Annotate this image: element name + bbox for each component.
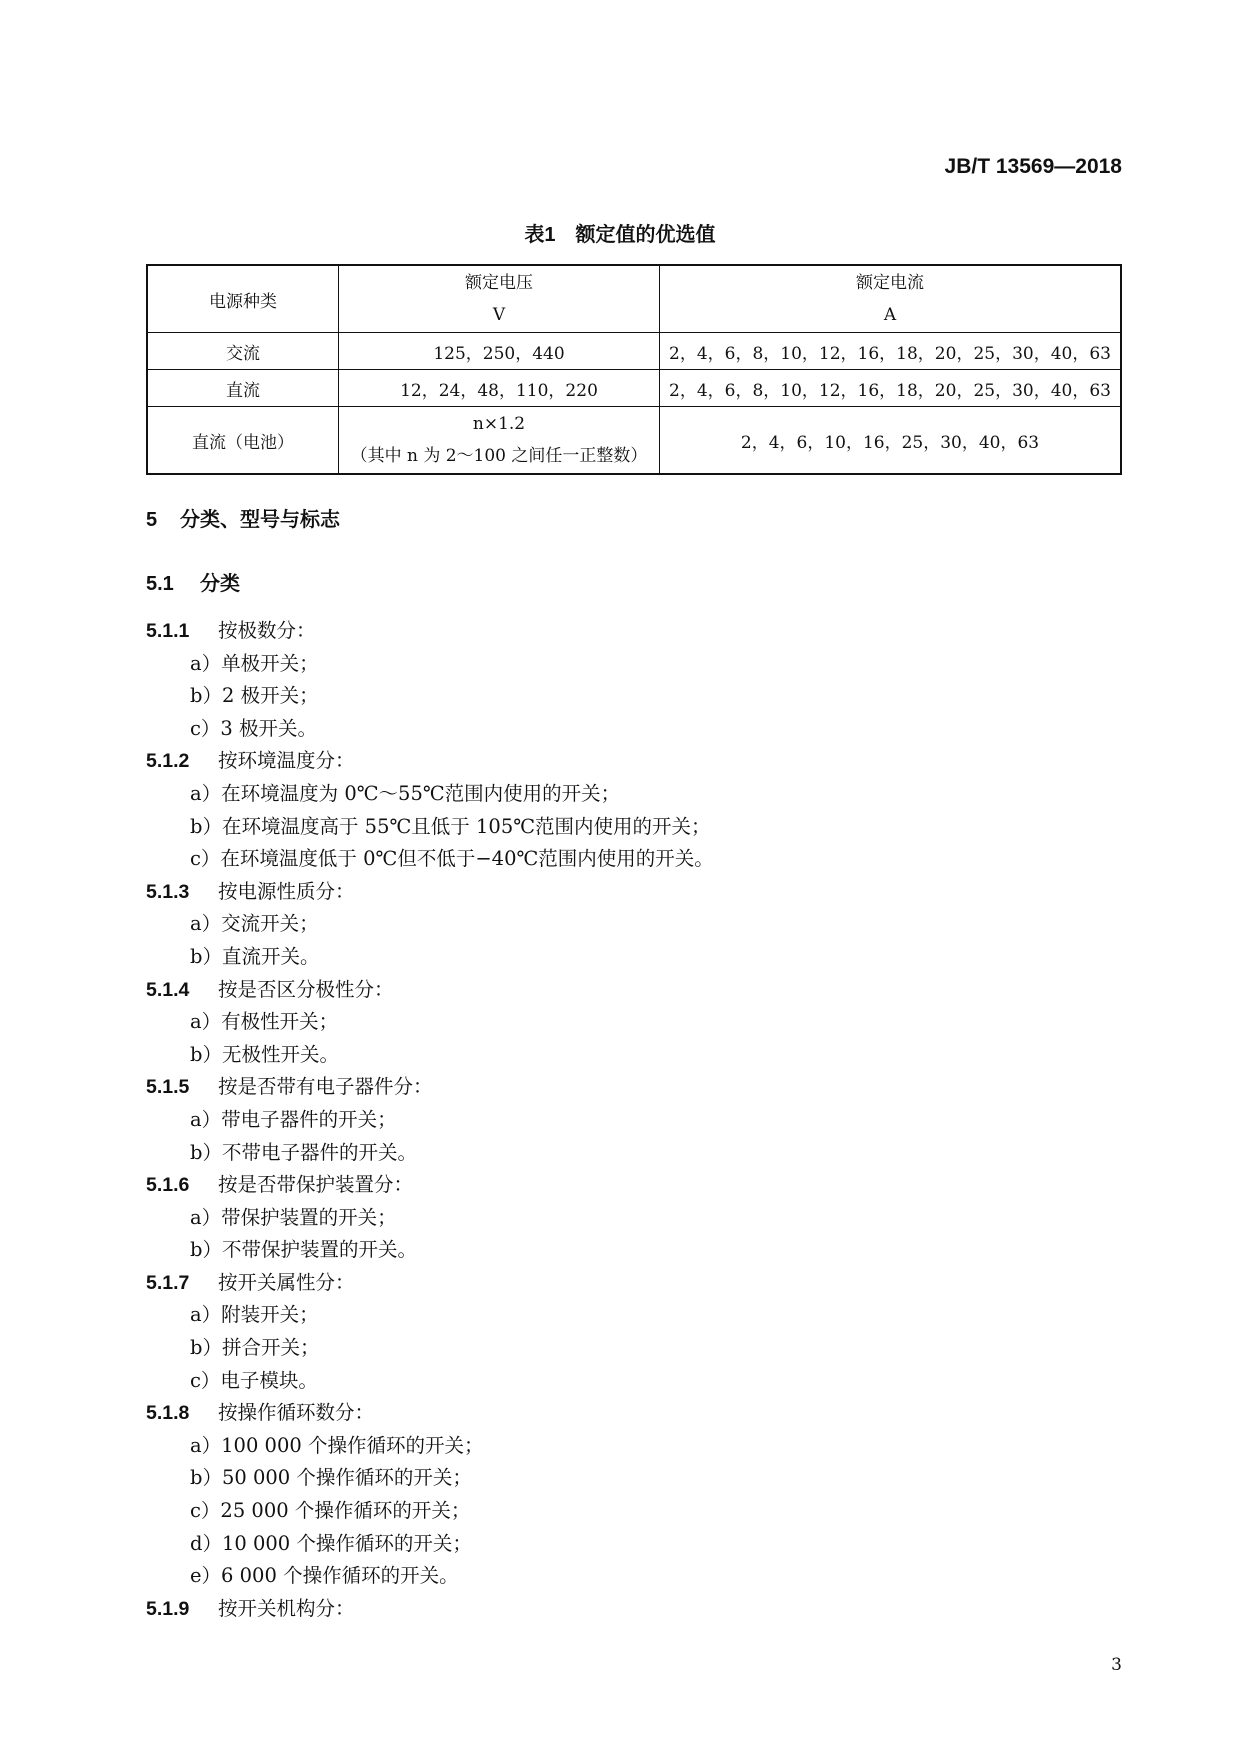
list-item: b）直流开关。 — [190, 944, 320, 968]
clause-number: 5.1.9 — [146, 1597, 190, 1620]
list-item: a）在环境温度为 0℃～55℃范围内使用的开关； — [190, 781, 621, 805]
cell-voltage — [339, 407, 660, 475]
clause-number: 5.1.5 — [146, 1076, 190, 1099]
rated-current-unit: A — [883, 305, 897, 325]
list-item: a）带电子器件的开关； — [190, 1107, 397, 1131]
clause-heading — [146, 1071, 1126, 1104]
rated-voltage-unit: V — [492, 305, 506, 325]
header-rated-current — [660, 265, 1122, 333]
clause-number: 5.1.8 — [146, 1402, 190, 1425]
clause-title: 按操作循环数分： — [218, 1401, 375, 1425]
header-supply-type: 电源种类 — [147, 265, 339, 333]
section-title: 分类、型号与标志 — [180, 509, 340, 531]
page-number: 3 — [1111, 1655, 1122, 1675]
list-item: a）单极开关； — [190, 651, 319, 675]
clause-heading — [146, 1267, 1126, 1300]
clause-number: 5.1.2 — [146, 750, 190, 773]
voltage-note: （其中 n 为 2～100 之间任一正整数） — [350, 446, 648, 466]
cell-voltage: 12，24，48，110，220 — [339, 370, 660, 407]
clause-list — [146, 615, 1126, 1625]
clause-heading — [146, 876, 1126, 909]
clause-number: 5.1.3 — [146, 880, 190, 903]
ratings-table — [146, 264, 1122, 475]
table-header-row — [147, 265, 1121, 333]
document-body — [146, 505, 1126, 1625]
rated-current-title: 额定电流 — [856, 273, 924, 293]
cell-voltage: 125，250，440 — [339, 333, 660, 370]
list-item: c）电子模块。 — [190, 1368, 318, 1392]
list-item: c）25 000 个操作循环的开关； — [190, 1499, 471, 1523]
clause-number: 5.1.1 — [146, 620, 190, 642]
list-item: b）无极性开关。 — [190, 1042, 339, 1066]
cell-type: 直流（电池） — [147, 407, 339, 475]
clause-title: 按极数分： — [218, 619, 316, 642]
clause-title: 按是否带保护装置分： — [218, 1173, 414, 1197]
voltage-formula: n×1.2 — [472, 414, 526, 434]
list-item: a）交流开关； — [190, 912, 319, 936]
section-number: 5 — [146, 509, 158, 531]
standard-code: JB/T 13569—2018 — [944, 155, 1122, 178]
clause-number: 5.1.7 — [146, 1271, 190, 1294]
list-item: c）3 极开关。 — [190, 716, 318, 740]
clause-heading — [146, 745, 1126, 778]
table-row — [147, 407, 1121, 475]
section-heading-5-1 — [146, 569, 1126, 599]
clause-number: 5.1.6 — [146, 1174, 190, 1197]
clause-title: 按开关机构分： — [218, 1596, 355, 1620]
cell-type: 交流 — [147, 333, 339, 370]
clause-heading — [146, 1169, 1126, 1202]
list-item: a）有极性开关； — [190, 1010, 339, 1034]
table-row — [147, 333, 1121, 370]
section-heading-5 — [146, 505, 1126, 535]
rated-voltage-title: 额定电压 — [465, 273, 533, 293]
clause-heading — [146, 1397, 1126, 1430]
clause-title: 按是否带有电子器件分： — [218, 1075, 433, 1099]
clause-title: 按是否区分极性分： — [218, 977, 394, 1001]
header-rated-voltage — [339, 265, 660, 333]
cell-current: 2，4，6，8，10，12，16，18，20，25，30，40，63 — [660, 370, 1122, 407]
clause-heading — [146, 974, 1126, 1007]
section-number: 5.1 — [146, 573, 174, 595]
list-item: b）拼合开关； — [190, 1336, 320, 1360]
list-item: a）带保护装置的开关； — [190, 1205, 397, 1229]
clause-title: 按开关属性分： — [218, 1270, 355, 1294]
clause-number: 5.1.4 — [146, 978, 190, 1001]
list-item: e）6 000 个操作循环的开关。 — [190, 1564, 459, 1588]
list-item: a）100 000 个操作循环的开关； — [190, 1433, 484, 1457]
section-title: 分类 — [200, 573, 240, 595]
clause-title: 按环境温度分： — [218, 749, 355, 773]
cell-current: 2，4，6，8，10，12，16，18，20，25，30，40，63 — [660, 333, 1122, 370]
table-row — [147, 370, 1121, 407]
list-item: d）10 000 个操作循环的开关； — [190, 1531, 472, 1555]
clause-title: 按电源性质分： — [218, 879, 355, 903]
list-item: b）在环境温度高于 55℃且低于 105℃范围内使用的开关； — [190, 814, 711, 838]
clause-heading — [146, 615, 1126, 648]
cell-type: 直流 — [147, 370, 339, 407]
list-item: b）不带保护装置的开关。 — [190, 1238, 417, 1262]
list-item: b）2 极开关； — [190, 684, 319, 708]
cell-current: 2，4，6，10，16，25，30，40，63 — [660, 407, 1122, 475]
clause-heading — [146, 1593, 1126, 1626]
table-caption: 表1 额定值的优选值 — [524, 224, 716, 246]
list-item: b）50 000 个操作循环的开关； — [190, 1466, 472, 1490]
list-item: b）不带电子器件的开关。 — [190, 1140, 417, 1164]
list-item: c）在环境温度低于 0℃但不低于−40℃范围内使用的开关。 — [190, 847, 714, 871]
list-item: a）附装开关； — [190, 1303, 319, 1327]
